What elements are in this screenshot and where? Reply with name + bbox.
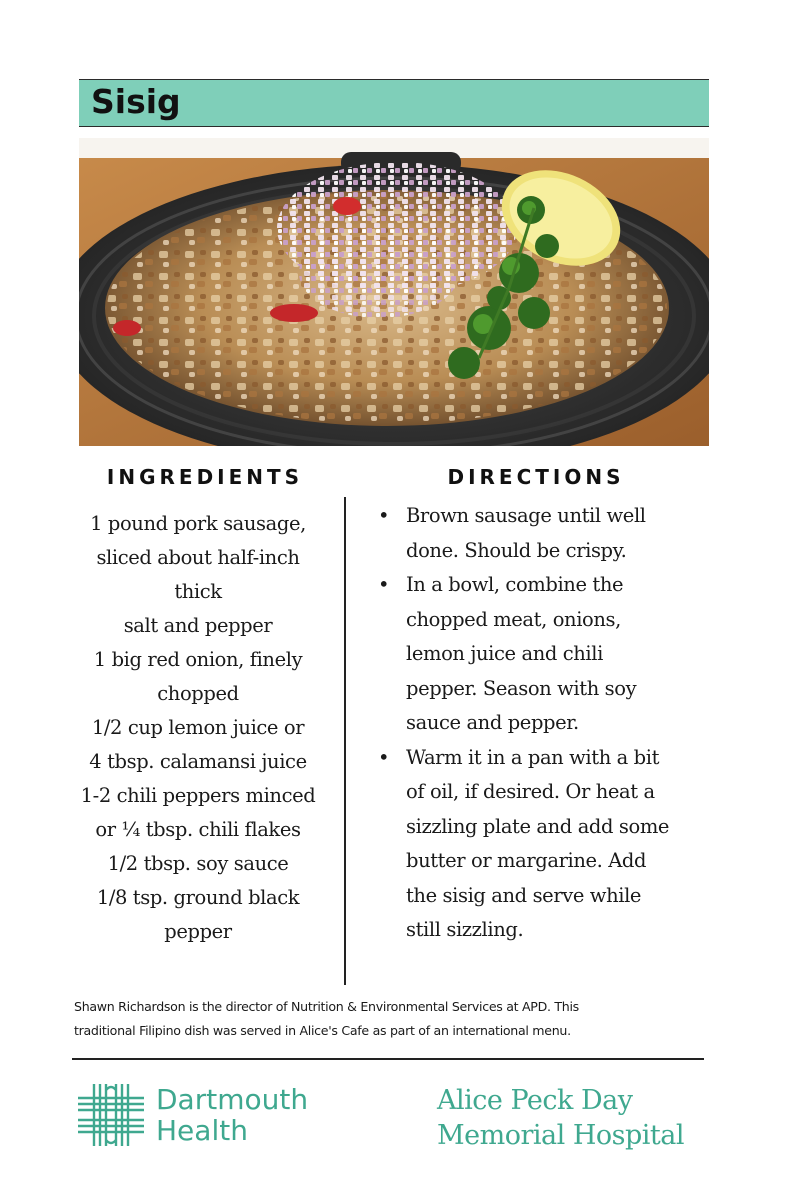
ingredient-line: chopped xyxy=(157,682,239,705)
step-line: sizzling plate and add some xyxy=(406,814,670,838)
footer-divider xyxy=(72,1058,704,1060)
ingredient-line: pepper xyxy=(164,920,232,943)
ingredient-line: salt and pepper xyxy=(123,614,273,637)
step-line: Warm it in a pan with a bit xyxy=(406,745,660,769)
dartmouth-line: Dartmouth xyxy=(156,1083,309,1116)
step-line: the sisig and serve while xyxy=(406,883,642,907)
health-line: Health xyxy=(156,1114,248,1147)
bullet: • xyxy=(378,573,390,596)
column-divider xyxy=(344,497,346,985)
directions-heading: DIRECTIONS xyxy=(447,465,625,489)
step-line: of oil, if desired. Or heat a xyxy=(406,780,655,803)
ingredients-list xyxy=(62,507,334,949)
title-bar xyxy=(79,79,709,127)
author-footnote xyxy=(74,995,714,1043)
step-line: sauce and pepper. xyxy=(406,711,579,734)
step-line: lemon juice and chili xyxy=(406,642,603,665)
ingredient-line: 1/2 tbsp. soy sauce xyxy=(107,852,289,875)
dish-photo xyxy=(79,138,709,446)
footnote-line: Shawn Richardson is the director of Nutrition & Environmental Services at APD. This xyxy=(74,999,579,1014)
direction-step xyxy=(378,568,718,741)
direction-step xyxy=(378,741,718,948)
ingredient-line: thick xyxy=(174,580,222,603)
ingredient-line: 4 tbsp. calamansi juice xyxy=(89,750,307,773)
apd-line: Alice Peck Day xyxy=(437,1085,633,1116)
step-line: done. Should be crispy. xyxy=(406,538,627,562)
footnote-line: traditional Filipino dish was served in Alice's Cafe as part of an international menu. xyxy=(74,1023,571,1038)
bullet: • xyxy=(378,745,390,769)
directions-list xyxy=(378,499,718,948)
ingredient-line: 1 big red onion, finely xyxy=(93,648,303,671)
alice-peck-day-logo xyxy=(437,1083,684,1153)
recipe-title: Sisig xyxy=(91,82,181,121)
direction-step xyxy=(378,499,718,568)
step-line: pepper. Season with soy xyxy=(406,676,637,700)
step-line: still sizzling. xyxy=(406,918,524,941)
ingredient-line: 1-2 chili peppers minced xyxy=(80,784,316,807)
ingredient-line: or ¼ tbsp. chili flakes xyxy=(95,818,301,841)
ingredient-line: 1 pound pork sausage, xyxy=(90,512,306,535)
dartmouth-health-name xyxy=(156,1084,308,1146)
step-line: chopped meat, onions, xyxy=(406,607,621,631)
dartmouth-health-mark-icon xyxy=(78,1082,144,1148)
dartmouth-health-logo xyxy=(78,1080,338,1150)
apd-line: Memorial Hospital xyxy=(437,1120,684,1151)
ingredient-line: 1/2 cup lemon juice or xyxy=(91,716,305,739)
bullet: • xyxy=(378,504,390,527)
ingredient-line: 1/8 tsp. ground black xyxy=(96,886,300,909)
step-line: butter or margarine. Add xyxy=(406,849,647,872)
step-line: Brown sausage until well xyxy=(406,504,646,527)
step-line: In a bowl, combine the xyxy=(406,573,624,596)
ingredient-line: sliced about half-inch xyxy=(96,546,300,569)
ingredients-heading: INGREDIENTS xyxy=(106,465,304,489)
